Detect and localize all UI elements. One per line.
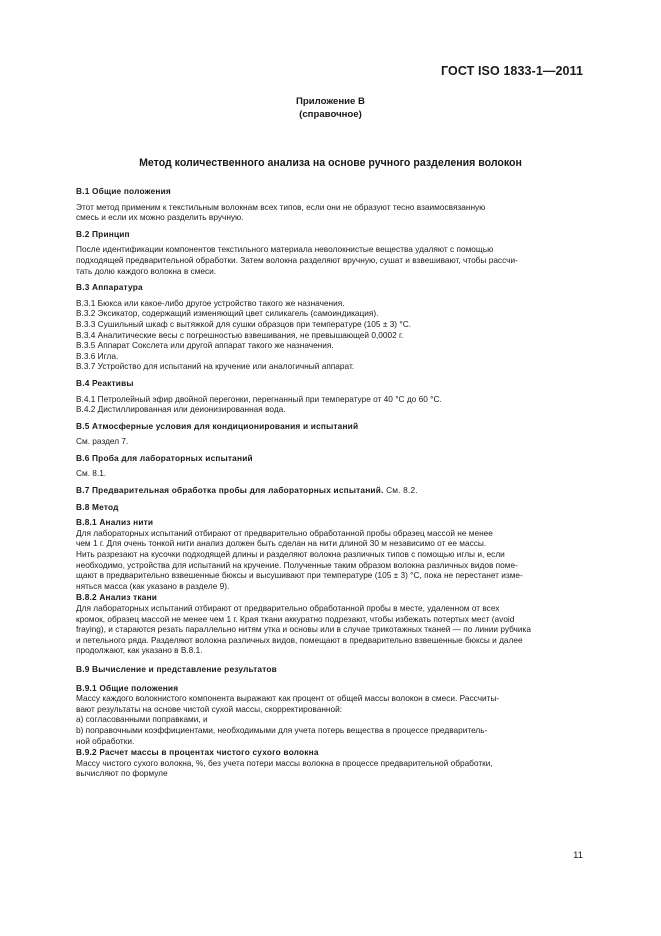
- section-heading-b7: [76, 485, 583, 496]
- list-item: В.4.2 Дистиллированная или деионизированная вода.: [76, 404, 286, 415]
- paragraph-line: вают результаты на основе чистой сухой массы, скорректированной:: [76, 703, 343, 714]
- paragraph-line: Массу чистого сухого волокна, %, без учета потери массы волокна в процессе предварительной обработки,: [76, 757, 493, 768]
- paragraph-line: fraying), и стараются резать параллельно нитям утка и основы или в случае трикотажных тканей — по линии рубчика: [76, 624, 531, 635]
- paragraph-line: См. 8.1.: [76, 468, 107, 479]
- paragraph-line: Нить разрезают на кусочки подходящей длины и разделяют волокна различных типов с помощью иглы и, если: [76, 549, 505, 560]
- list-item: В.3.7 Устройство для испытаний на кручение или аналогичный аппарат.: [76, 361, 355, 372]
- paragraph-line: См. раздел 7.: [76, 436, 129, 447]
- subsection-heading-b91: В.9.1 Общие положения: [76, 682, 179, 693]
- list-item: В.3.1 Бюкса или какое-либо другое устройство такого же назначения.: [76, 297, 345, 308]
- list-item: ной обработки.: [76, 735, 135, 746]
- paragraph-line: необходимо, устройства для испытаний на кручение. Полученные таким образом волокна различных видов поме-: [76, 559, 518, 570]
- document-body: [76, 180, 583, 779]
- paragraph-line: смесь и если их можно разделить вручную.: [76, 212, 244, 223]
- list-item: В.3.6 Игла.: [76, 350, 119, 361]
- section-heading-b9: В.9 Вычисление и представление результатов: [76, 663, 277, 674]
- page-number: 11: [573, 850, 583, 861]
- section-heading-b8: В.8 Метод: [76, 501, 119, 512]
- paragraph-line: продолжают, как указано в В.8.1.: [76, 645, 203, 656]
- paragraph-line: чем 1 г. Для очень тонкой нити анализ должен быть сделан на нити длиной 30 м независимо от ее массы.: [76, 538, 487, 549]
- list-item: В.3.3 Сушильный шкаф с вытяжкой для сушки образцов при температуре (105 ± 3) °С.: [76, 318, 411, 329]
- paragraph-line: Массу каждого волокнистого компонента выражают как процент от общей массы волокон в смеси. Рассчиты-: [76, 693, 500, 704]
- list-item: В.3.5 Аппарат Сокслета или другой аппарат такого же назначения.: [76, 340, 334, 351]
- paragraph-line: Для лабораторных испытаний отбирают от предварительно обработанной пробы образец массой не менее: [76, 527, 493, 538]
- section-b7-reference: См. 8.2.: [386, 485, 418, 496]
- appendix-type: (справочное): [299, 109, 362, 120]
- paragraph-line: вычисляют по формуле: [76, 768, 168, 779]
- standard-number: ГОСТ ISO 1833-1—2011: [440, 64, 583, 78]
- page-title: Метод количественного анализа на основе ручного разделения волокон: [139, 157, 522, 169]
- paragraph-line: После идентификации компонентов текстильного материала неволокнистые вещества удаляют с помощью: [76, 244, 494, 255]
- paragraph-line: няться масса (как указано в разделе 9).: [76, 580, 230, 591]
- paragraph-line: Для лабораторных испытаний отбирают от предварительно обработанной пробы в месте, удаленном от всех: [76, 603, 500, 613]
- section-heading-b7-title: В.7 Предварительная обработка пробы для лабораторных испытаний.: [76, 485, 384, 496]
- list-item: а) согласованными поправками, и: [76, 714, 208, 725]
- section-heading-b6: В.6 Проба для лабораторных испытаний: [76, 452, 253, 463]
- section-heading-b2: В.2 Принцип: [76, 228, 130, 239]
- section-heading-b5: В.5 Атмосферные условия для кондиционирования и испытаний: [76, 420, 359, 431]
- list-item: В.3.2 Эксикатор, содержащий изменяющий цвет силикагель (самоиндикация).: [76, 308, 379, 319]
- paragraph-line: щают в предварительно взвешенные бюксы и высушивают при температуре (105 ± 3) °С, пока не перестанет изме-: [76, 570, 523, 581]
- list-item: В.4.1 Петролейный эфир двойной перегонки, перегнанный при температуре от 40 °С до 60 °С.: [76, 393, 442, 404]
- section-heading-b4: В.4 Реактивы: [76, 377, 134, 388]
- list-item: В.3.4 Аналитические весы с погрешностью взвешивания, не превышающей 0,0002 г.: [76, 329, 404, 340]
- section-heading-b1: В.1 Общие положения: [76, 186, 171, 196]
- subsection-heading-b81: В.8.1 Анализ нити: [76, 517, 154, 528]
- section-heading-b3: В.3 Аппаратура: [76, 282, 143, 293]
- paragraph-line: тать долю каждого волокна в смеси.: [76, 265, 217, 276]
- paragraph-line: Этот метод применим к текстильным волокнам всех типов, если они не образуют тесно взаимосвязанную: [76, 201, 486, 212]
- subsection-heading-b92: В.9.2 Расчет массы в процентах чистого сухого волокна: [76, 747, 319, 758]
- appendix-label: Приложение В: [296, 96, 365, 107]
- subsection-heading-b82: В.8.2 Анализ ткани: [76, 592, 158, 603]
- paragraph-line: подходящей предварительной обработки. Затем волокна разделяют вручную, сушат и взвешивают, чтобы рассчи-: [76, 254, 518, 265]
- list-item: b) поправочными коэффициентами, необходимыми для учета потерь вещества в процессе предваритель-: [76, 724, 488, 735]
- paragraph-line: и петельного ряда. Разделяют волокна различных видов, помещают в предварительно взвешенные бюксы и далее: [76, 634, 523, 645]
- paragraph-line: кромок, образец массой не менее чем 1 г. Края ткани аккуратно подрезают, чтобы избежать потертых мест (avoid: [76, 613, 515, 624]
